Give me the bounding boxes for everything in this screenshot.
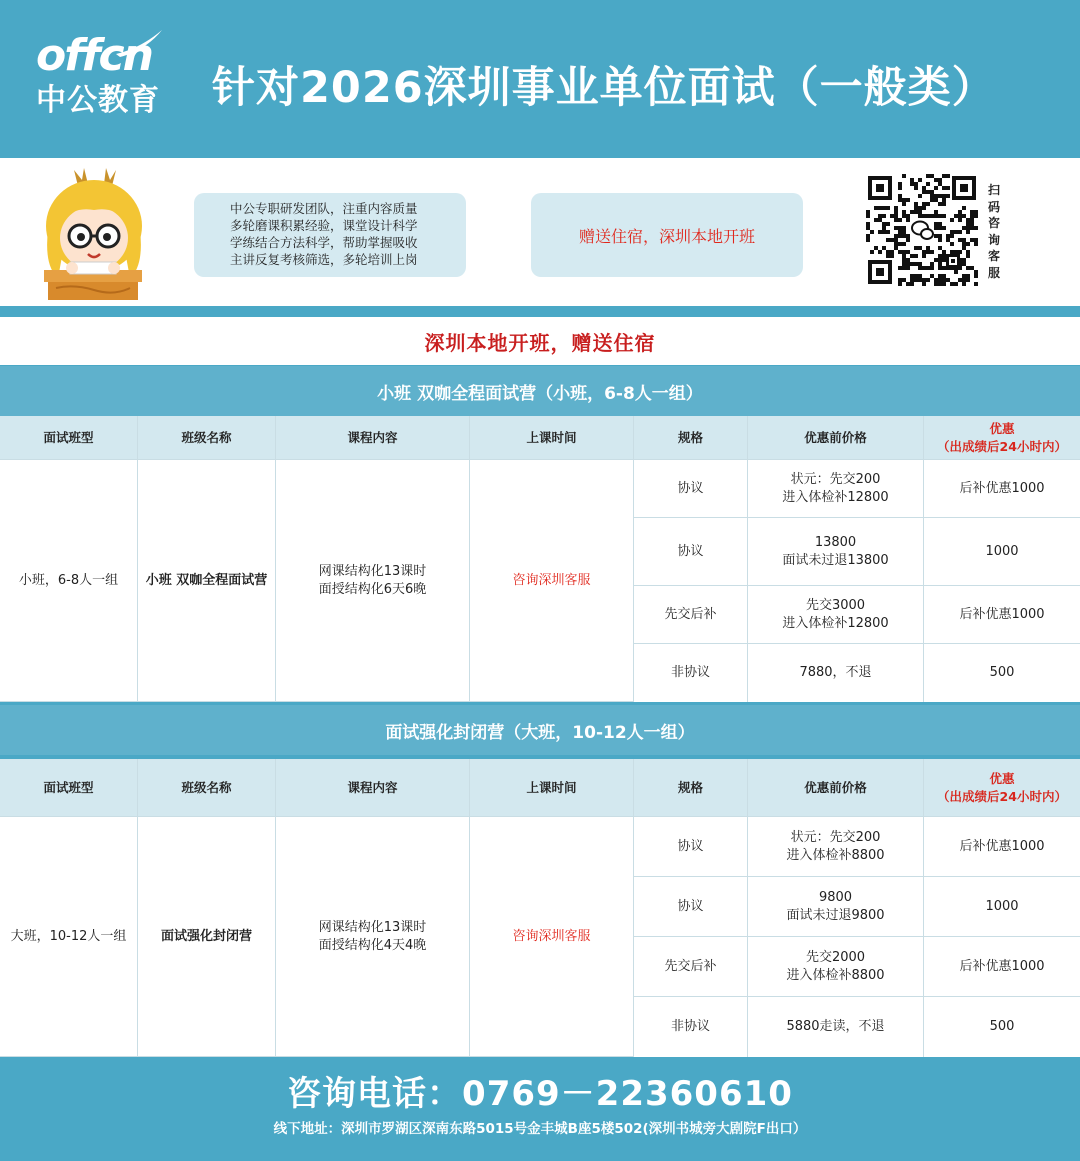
discount-cell: 500 — [989, 1019, 1015, 1034]
col-header-type: 面试班型 — [0, 416, 138, 460]
section2-title: 面试强化封闭营（大班，10-12人一组） — [385, 722, 695, 743]
spec-cell: 协议 — [634, 817, 748, 877]
class-type-cell: 小班，6-8人一组 — [0, 460, 138, 702]
logo-latin-text: offcn — [36, 30, 152, 81]
footer — [0, 1060, 1080, 1161]
class-type-cell: 大班，10-12人一组 — [0, 817, 138, 1057]
course-content-cell: 网课结构化13课时 面授结构化4天4晚 — [276, 817, 470, 1057]
col-header-type: 面试班型 — [0, 759, 138, 817]
discount-cell: 后补优惠1000 — [924, 817, 1080, 877]
promo-text: 赠送住宿，深圳本地开班 — [578, 226, 755, 246]
contact-phone[interactable]: 咨询电话：0769－22360610 — [287, 1074, 793, 1114]
discount-cell: 1000 — [924, 518, 1080, 586]
col-header-price: 优惠前价格 — [748, 416, 924, 460]
class-time-cell: 咨询深圳客服 — [470, 460, 634, 702]
page-title: 针对2026深圳事业单位面试（一般类） — [212, 63, 996, 113]
spec-cell: 协议 — [634, 460, 748, 518]
price-cell: 9800 面试未过退9800 — [748, 877, 924, 937]
mascot-girl-icon — [34, 166, 152, 300]
price-cell: 先交2000 进入体检补8800 — [748, 937, 924, 997]
spec-cell: 非协议 — [634, 997, 748, 1057]
col-header-price: 优惠前价格 — [748, 759, 924, 817]
feature-line: 学练结合方法科学，帮助掌握吸收 — [230, 235, 418, 250]
col-header-name: 班级名称 — [138, 416, 276, 460]
discount-cell: 后补优惠1000 — [924, 937, 1080, 997]
qr-code-icon[interactable] — [866, 174, 978, 286]
col-header-spec: 规格 — [634, 759, 748, 817]
spec-cell: 先交后补 — [634, 586, 748, 644]
spec-cell: 协议 — [634, 518, 748, 586]
price-cell: 5880走读，不退 — [748, 997, 924, 1057]
features-box — [194, 193, 466, 277]
section1-title: 小班 双咖全程面试营（小班，6-8人一组） — [377, 383, 703, 404]
col-header-spec: 规格 — [634, 416, 748, 460]
class-name-cell: 小班 双咖全程面试营 — [138, 460, 276, 702]
header — [0, 0, 1080, 158]
col-header-content: 课程内容 — [276, 416, 470, 460]
col-header-content: 课程内容 — [276, 759, 470, 817]
discount-cell: 后补优惠1000 — [924, 586, 1080, 644]
section2-table — [0, 759, 1080, 1057]
offcn-logo — [36, 30, 166, 130]
logo-cn-text: 中公教育 — [36, 83, 160, 118]
col-header-time: 上课时间 — [470, 759, 634, 817]
col-header-time: 上课时间 — [470, 416, 634, 460]
price-cell: 状元：先交200 进入体检补8800 — [748, 817, 924, 877]
promo-banner — [0, 317, 1080, 365]
offline-address: 线下地址：深圳市罗湖区深南东路5015号金丰城B座5楼502(深圳书城旁大剧院F出口） — [273, 1121, 807, 1137]
feature-line: 中公专职研发团队，注重内容质量 — [230, 201, 418, 216]
price-cell: 13800 面试未过退13800 — [748, 518, 924, 586]
logo-swoosh-icon — [106, 28, 166, 58]
spec-cell: 协议 — [634, 877, 748, 937]
col-header-discount: 优惠 （出成绩后24小时内） — [924, 759, 1080, 817]
price-cell: 状元：先交200 进入体检补12800 — [748, 460, 924, 518]
col-header-discount: 优惠 （出成绩后24小时内） — [924, 416, 1080, 460]
qr-caption: 扫 码 咨 询 客 服 — [987, 183, 1000, 280]
banner-text: 深圳本地开班，赠送住宿 — [424, 330, 656, 355]
spec-cell: 非协议 — [634, 644, 748, 702]
spec-cell: 先交后补 — [634, 937, 748, 997]
course-content-cell: 网课结构化13课时 面授结构化6天6晚 — [276, 460, 470, 702]
price-cell: 先交3000 进入体检补12800 — [748, 586, 924, 644]
price-cell: 7880，不退 — [748, 644, 924, 702]
feature-line: 主讲反复考核筛选，多轮培训上岗 — [230, 252, 418, 267]
info-band — [0, 158, 1080, 306]
discount-cell: 1000 — [924, 877, 1080, 937]
section1-heading — [0, 366, 1080, 416]
section1-table — [0, 416, 1080, 702]
discount-cell: 500 — [989, 665, 1015, 680]
class-name-cell: 面试强化封闭营 — [138, 817, 276, 1057]
promo-box — [531, 193, 803, 277]
col-header-name: 班级名称 — [138, 759, 276, 817]
discount-cell: 后补优惠1000 — [924, 460, 1080, 518]
class-time-cell: 咨询深圳客服 — [470, 817, 634, 1057]
section2-heading — [0, 705, 1080, 755]
feature-line: 多轮磨课积累经验，课堂设计科学 — [230, 218, 418, 233]
